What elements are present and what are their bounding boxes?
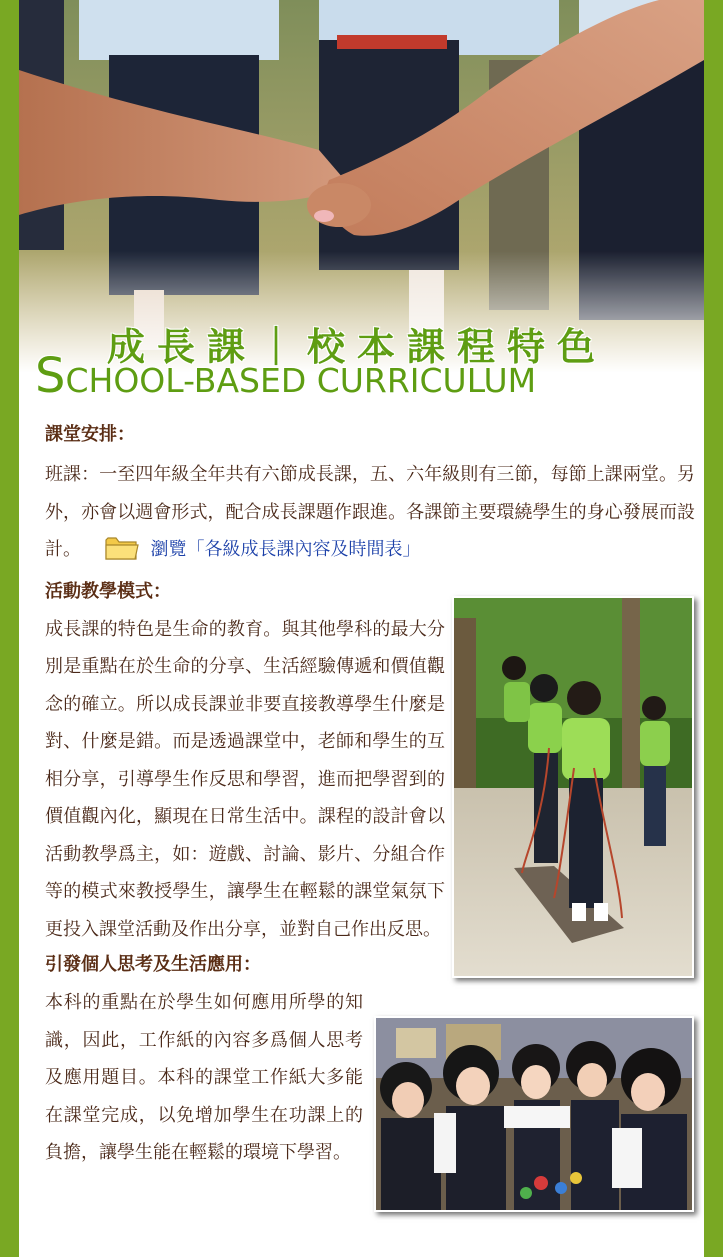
activity-photo-walking-planks — [452, 596, 694, 978]
section-body-personal-thinking: 本科的重點在於學生如何應用所學的知識，因此，工作紙的內容多爲個人思考及應用題目。本科的課堂工作紙大多能在課堂完成，以免增加學生在功課上的負擔，讓學生能在輕鬆的環境下學習。 — [45, 992, 363, 1163]
class-arrangement-text: 班課：一至四年級全年共有六節成長課，五、六年級則有三節，每節上課兩堂。另外，亦會以週會形式，配合成長課題作跟進。各課節主要環繞學生的身心發展而設計。 — [45, 464, 695, 560]
page-title-english — [35, 348, 536, 404]
section-body-class-arrangement — [45, 456, 695, 575]
hero-banner — [19, 0, 704, 405]
title-en-rest: CHOOL-BASED CURRICULUM — [65, 361, 537, 400]
section-heading-personal-thinking: 引發個人思考及生活應用： — [45, 954, 261, 975]
curriculum-schedule-link[interactable]: 瀏覽「各級成長課內容及時間表」 — [150, 539, 421, 560]
folder-icon[interactable] — [105, 535, 139, 575]
section-heading-activity-teaching: 活動教學模式： — [45, 580, 171, 602]
activity-photo-classroom — [374, 1016, 694, 1212]
section-heading-class-arrangement: 課堂安排： — [45, 424, 135, 445]
title-en-initial: S — [35, 348, 66, 404]
section-body-activity-teaching: 成長課的特色是生命的教育。與其他學科的最大分別是重點在於生命的分享、生活經驗傳遞和價值觀念的確立。所以成長課並非要直接教導學生什麼是對、什麼是錯。而是透過課堂中，老師和學生的互相分享，引導學生作反思和學習，進而把學習到的價值觀內化，顯現在日常生活中。課程的設計會以活動教學爲主，如：遊戲、討論、影片、分組合作等的模式來教授學生，讓學生在輕鬆的課堂氣氛下更投入課堂活動及作出分享，並對自己作出反思。 — [45, 618, 445, 940]
page-title-chinese: 成長課｜校本課程特色 — [107, 325, 608, 369]
